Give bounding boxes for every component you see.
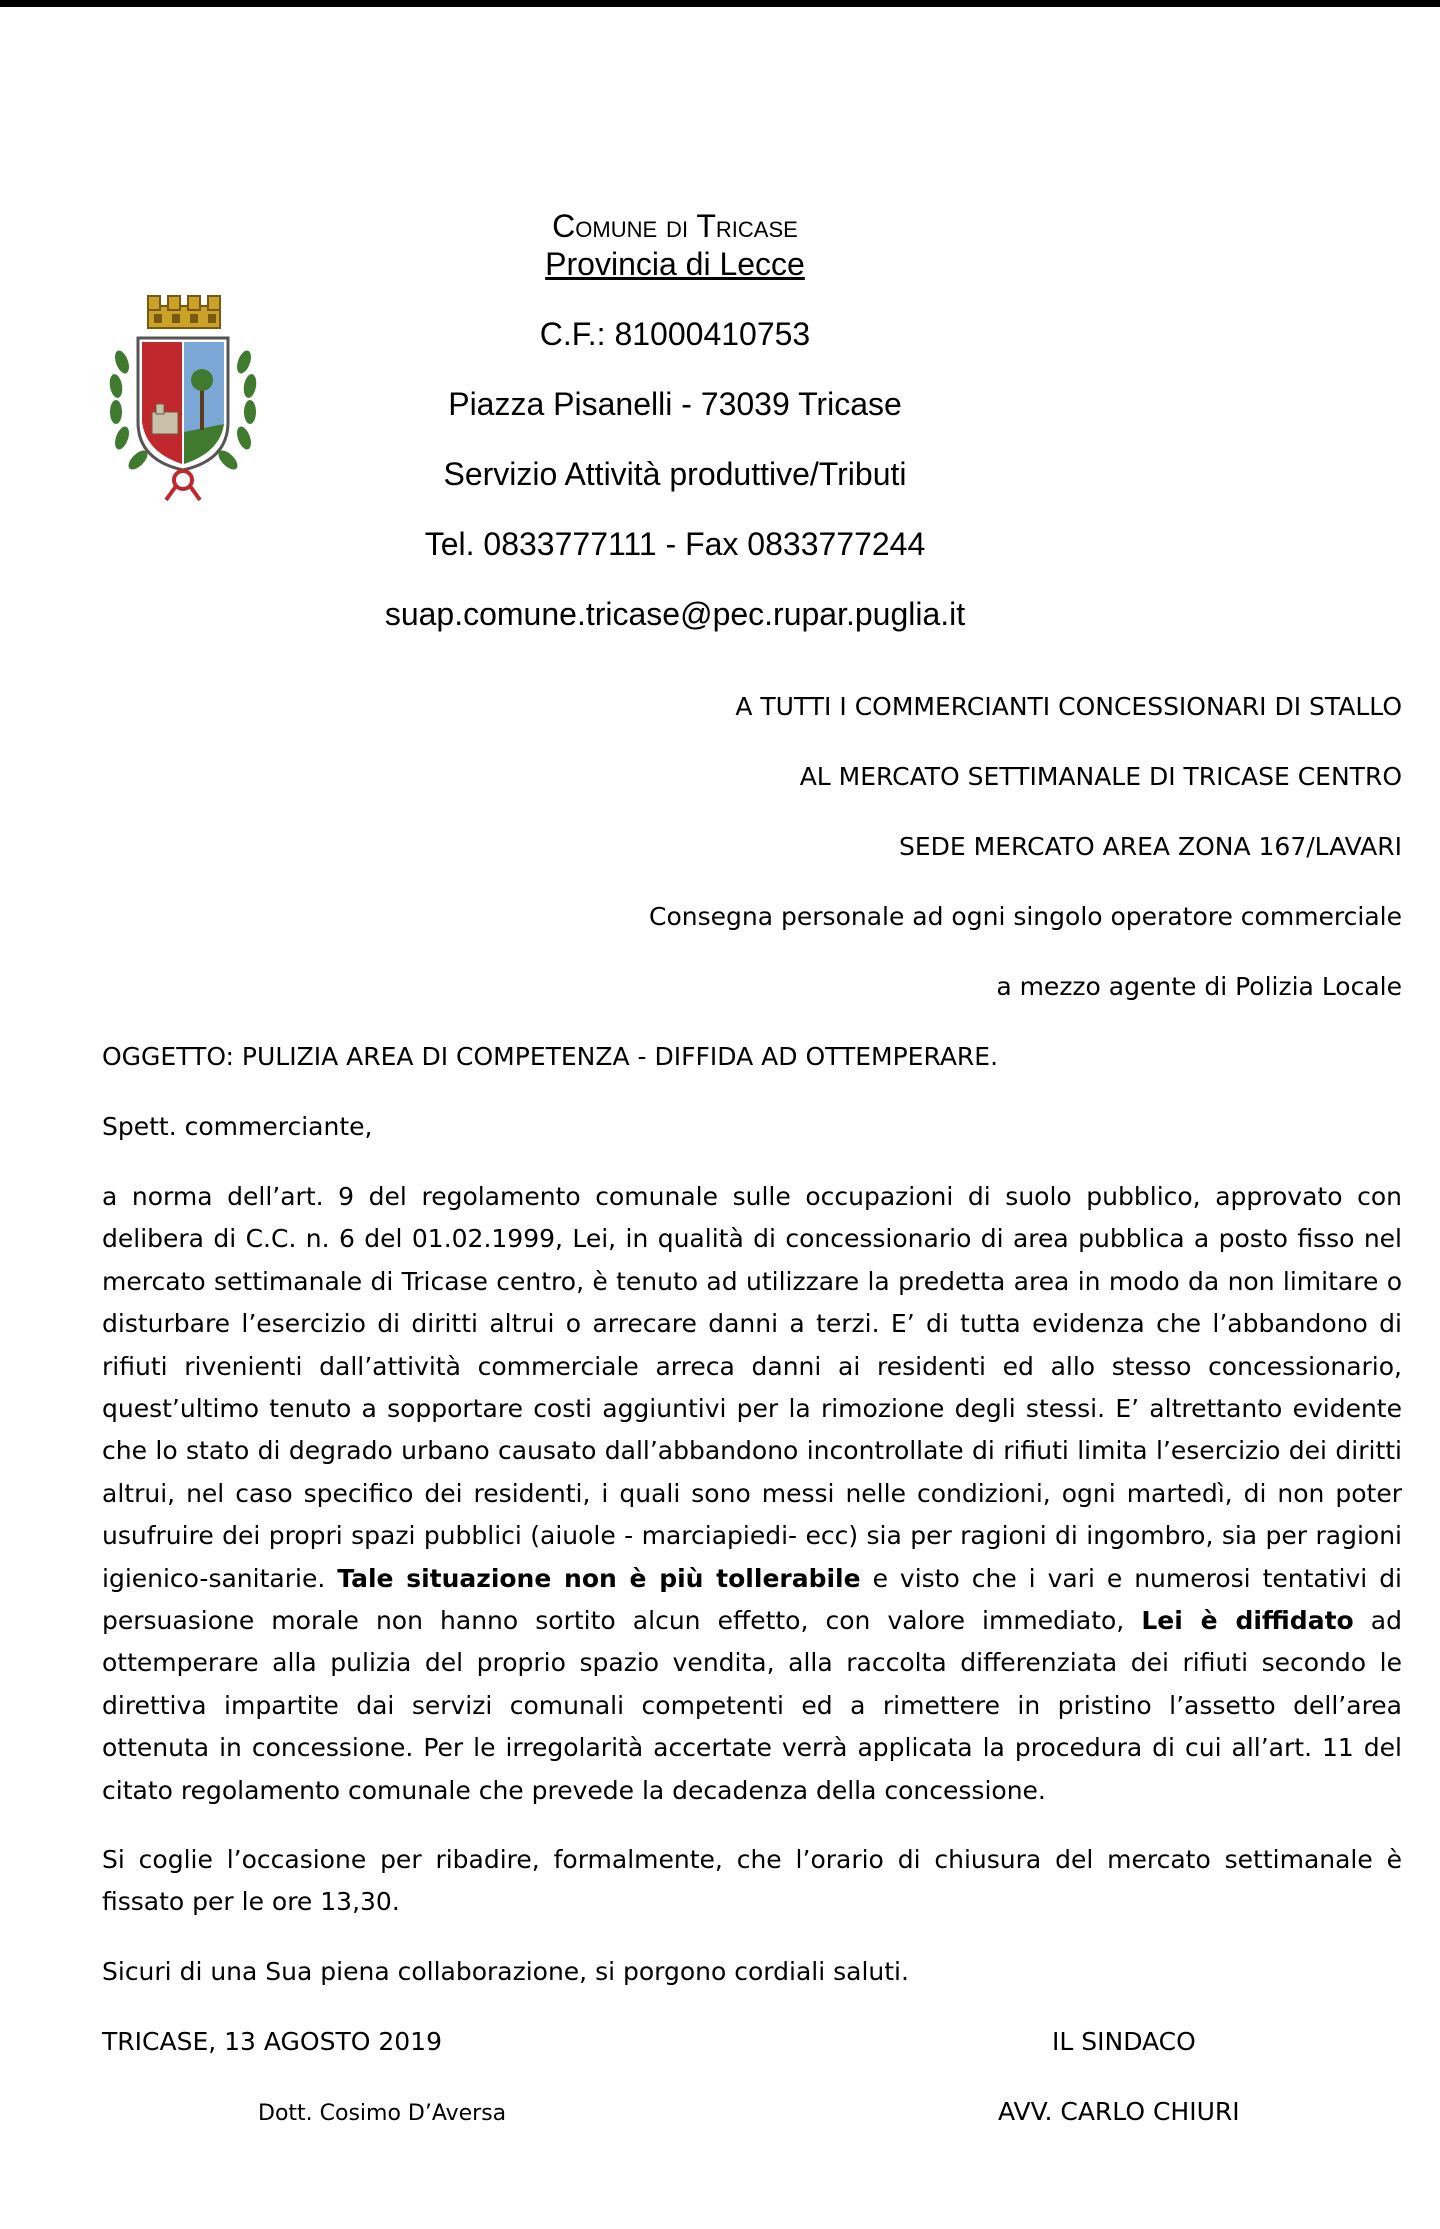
provincia-name: Provincia di Lecce [545, 246, 805, 282]
closing-greeting: Sicuri di una Sua piena collaborazione, si porgono cordiali saluti. [102, 1957, 909, 1986]
main-paragraph [102, 1176, 1402, 1812]
addressee-line: A TUTTI I COMMERCIANTI CONCESSIONARI DI STALLO [735, 692, 1402, 721]
addressee-line: SEDE MERCATO AREA ZONA 167/LAVARI [898, 832, 1402, 861]
service-office: Servizio Attività produttive/Tributi [443, 456, 907, 492]
top-border [0, 0, 1440, 7]
salutation: Spett. commerciante, [102, 1112, 373, 1141]
signatory-name: AVV. CARLO CHIURI [998, 2097, 1240, 2126]
official-name: Dott. Cosimo D’Aversa [258, 2101, 507, 2126]
signatory-title: IL SINDACO [1052, 2027, 1196, 2056]
paragraph-text: ad ottemperare alla pulizia del proprio spazio vendita, alla raccolta differenziata dei rifiuti secondo le direttiva impartite dai servizi comunali competenti ed a rimettere in pristino l’assetto dell’area ottenuta in concessione. Per le irregolarità accertate verrà applicata la procedura di cui all’art. 11 del citato regolamento comunale che prevede la decadenza della concessione. [102, 1606, 1402, 1805]
paragraph-text: a norma dell’art. 9 del regolamento comunale sulle occupazioni di suolo pubblico, approvato con delibera di C.C. n. 6 del 01.02.1999, Lei, in qualità di concessionario di area pubblica a posto fisso nel mercato settimanale di Tricase centro, è tenuto ad utilizzare la predetta area in modo da non limitare o disturbare l’esercizio di diritti altrui o arrecare danni a terzi. E’ di tutta evidenza che l’abbandono di rifiuti rivenienti dall’attività commerciale arreca danni ai residenti ed allo stesso concessionario, quest’ultimo tenuto a sopportare costi aggiuntivi per la rimozione degli stessi. E’ altrettanto evidente che lo stato di degrado urbano causato dall’abbandono incontrollate di rifiuti limita l’esercizio dei diritti altrui, nel caso specifico dei residenti, i quali sono messi nelle condizioni, ogni martedì, di non poter usufruire dei propri spazi pubblici (aiuole - marciapiedi- ecc) sia per ragioni di ingombro, sia per ragioni igienico-sanitarie. [102, 1182, 1402, 1593]
paragraph-text: e visto che i vari e numerosi tentativi di persuasione morale non hanno sortito alcun effetto, con valore immediato, [102, 1563, 1403, 1636]
bold-phrase: Tale situazione non è più tollerabile [337, 1563, 861, 1593]
closing-time-paragraph: Si coglie l’occasione per ribadire, formalmente, che l’orario di chiusura del mercato settimanale è fissato per le ore 13,30. [102, 1845, 1402, 1917]
subject-line: OGGETTO: PULIZIA AREA DI COMPETENZA - DIFFIDA AD OTTEMPERARE. [102, 1042, 999, 1071]
pec-email: suap.comune.tricase@pec.rupar.puglia.it [384, 596, 966, 632]
address: Piazza Pisanelli - 73039 Tricase [448, 386, 902, 422]
addressee-line: AL MERCATO SETTIMANALE DI TRICASE CENTRO [799, 762, 1402, 791]
comune-name: Comune di Tricase [552, 208, 798, 244]
addressee-line: a mezzo agente di Polizia Locale [996, 972, 1402, 1001]
addressee-line: Consegna personale ad ogni singolo operatore commerciale [649, 902, 1402, 931]
codice-fiscale: C.F.: 81000410753 [539, 316, 811, 352]
bold-phrase: Lei è diffidato [1141, 1606, 1354, 1636]
place-date: TRICASE, 13 AGOSTO 2019 [102, 2027, 442, 2056]
phone-fax: Tel. 0833777111 - Fax 0833777244 [424, 526, 926, 562]
